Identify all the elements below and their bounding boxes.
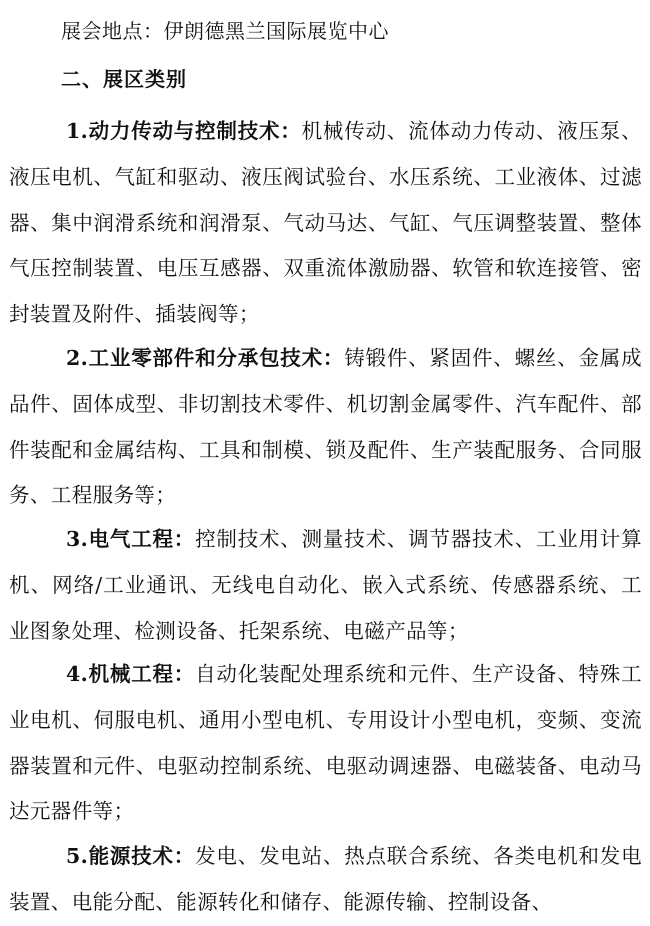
category-paragraph-2 <box>9 336 642 519</box>
category-paragraph-5 <box>9 834 642 926</box>
category-number: 4. <box>66 662 89 686</box>
category-number: 1. <box>66 119 89 143</box>
venue-line: 展会地点：伊朗德黑兰国际展览中心 <box>61 19 389 43</box>
category-title: 能源技术： <box>88 844 196 868</box>
category-number: 3. <box>66 527 89 551</box>
category-title: 电气工程： <box>88 527 196 551</box>
category-content: 铸锻件、紧固件、螺丝、金属成品件、固体成型、非切割技术零件、机切割金属零件、汽车配件、部件装配和金属结构、工具和制模、锁及配件、生产装配服务、合同服务、工程服务等； <box>9 346 642 508</box>
category-paragraph-1 <box>9 109 642 338</box>
category-number: 2. <box>66 346 89 370</box>
category-content: 机械传动、流体动力传动、液压泵、液压电机、气缸和驱动、液压阀试验台、水压系统、工业液体、过滤器、集中润滑系统和润滑泵、气动马达、气缸、气压调整装置、整体气压控制装置、电压互感器、双重流体激励器、软管和软连接管、密封装置及附件、插装阀等； <box>9 119 643 327</box>
category-content: 自动化装配处理系统和元件、生产设备、特殊工业电机、伺服电机、通用小型电机、专用设计小型电机，变频、变流器装置和元件、电驱动控制系统、电驱动调速器、电磁装备、电动马达元器件等； <box>9 662 643 824</box>
category-number: 5. <box>66 844 89 868</box>
section-heading: 二、展区类别 <box>61 67 187 91</box>
category-content: 发电、发电站、热点联合系统、各类电机和发电装置、电能分配、能源转化和储存、能源传输、控制设备、 <box>9 844 643 914</box>
category-title: 机械工程： <box>88 662 196 686</box>
category-paragraph-4 <box>9 652 642 835</box>
category-content: 控制技术、测量技术、调节器技术、工业用计算机、网络/工业通讯、无线电自动化、嵌入式系统、传感器系统、工业图象处理、检测设备、托架系统、电磁产品等； <box>9 527 643 643</box>
category-title: 动力传动与控制技术： <box>88 119 302 143</box>
category-title: 工业零部件和分承包技术： <box>88 346 345 370</box>
category-paragraph-3 <box>9 517 642 654</box>
